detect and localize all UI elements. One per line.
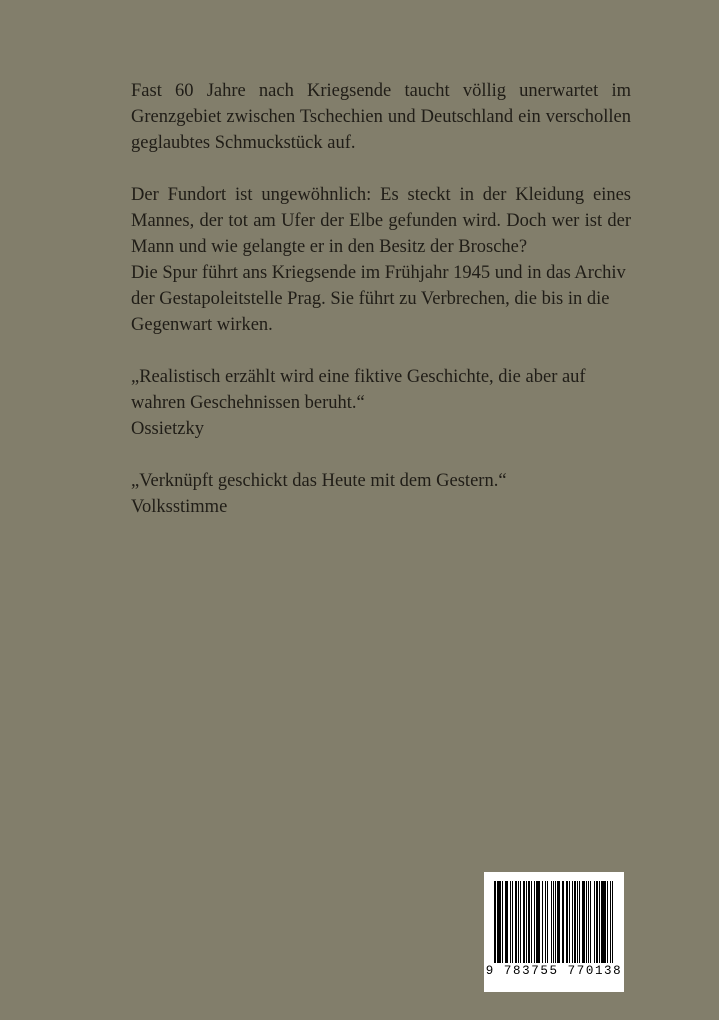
quote-source-2: Volksstimme xyxy=(131,497,228,517)
barcode-digits: 9 783755 770138 xyxy=(485,964,623,978)
quote-block-2 xyxy=(131,468,631,520)
quote-text-1: „Realistisch erzählt wird eine fiktive Geschichte, die aber auf wahren Geschehnissen beruht.“ xyxy=(131,367,586,413)
quote-text-2: „Verknüpft geschickt das Heute mit dem Gestern.“ xyxy=(131,471,507,491)
blurb-text-block xyxy=(131,78,631,546)
quote-block-1 xyxy=(131,364,631,442)
blurb-paragraph-3: Die Spur führt ans Kriegsende im Frühjahr 1945 und in das Archiv der Gestapoleitstelle Prag. Sie führt zu Verbrechen, die bis in die Gegenwart wirken. xyxy=(131,263,626,335)
barcode-space xyxy=(613,881,614,963)
barcode-bars xyxy=(494,881,614,963)
barcode xyxy=(484,872,624,992)
blurb-paragraph-2: Der Fundort ist ungewöhnlich: Es steckt in der Kleidung eines Mannes, der tot am Ufer der Elbe gefunden wird. Doch wer ist der Mann und wie gelangte er in den Besitz der Brosche? xyxy=(131,185,631,257)
quote-source-1: Ossietzky xyxy=(131,419,204,439)
blurb-paragraph-1: Fast 60 Jahre nach Kriegsende taucht völlig unerwartet im Grenzgebiet zwischen Tschechien und Deutschland ein verschollen geglaubtes Schmuckstück auf. xyxy=(131,81,631,153)
